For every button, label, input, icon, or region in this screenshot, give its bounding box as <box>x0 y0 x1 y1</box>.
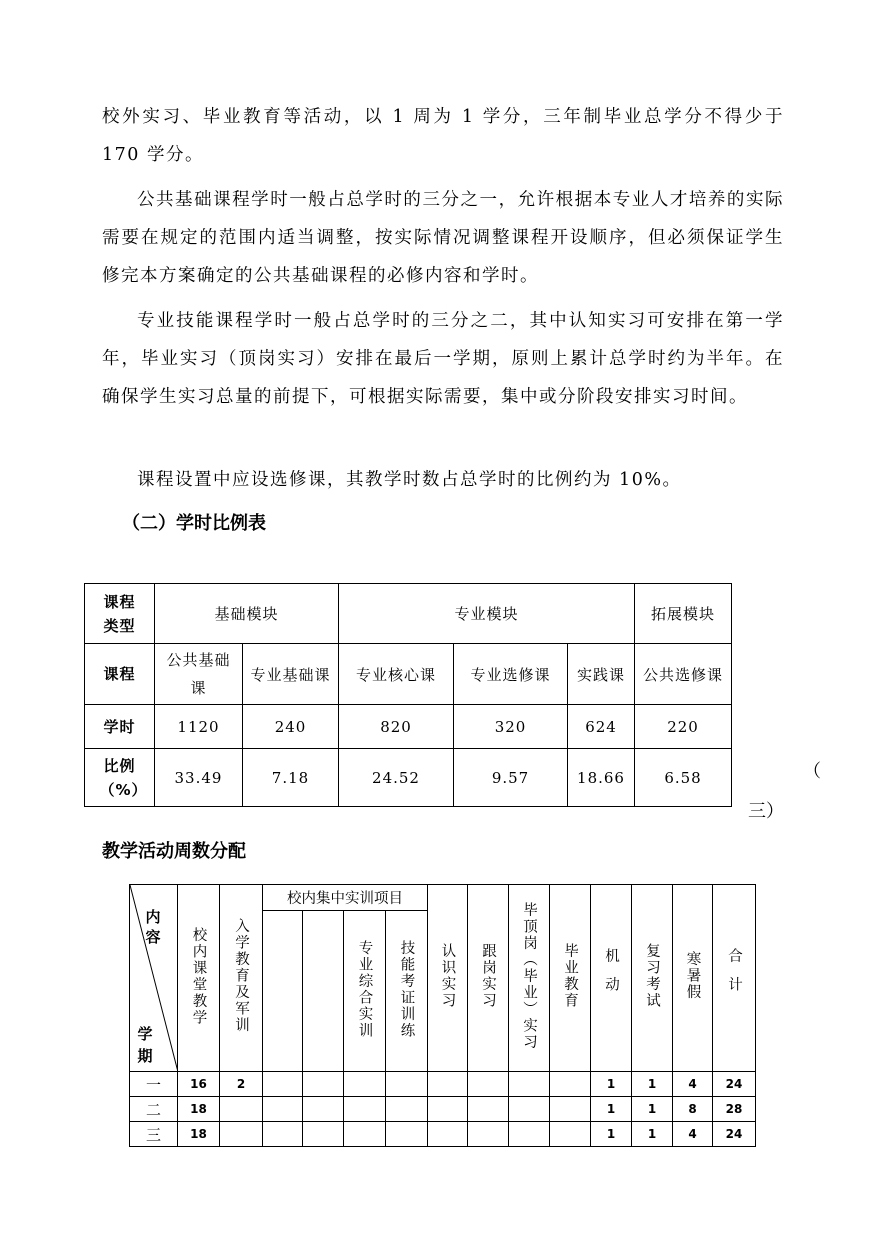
exam-cell: 1 <box>632 1072 673 1097</box>
term-cell: 二 <box>130 1097 178 1122</box>
total-cell: 24 <box>713 1072 756 1097</box>
hours-cell: 320 <box>454 705 568 749</box>
exam-cell: 1 <box>632 1122 673 1147</box>
diag-label-term: 学期 <box>137 1025 153 1065</box>
ratio-cell: 33.49 <box>155 749 243 807</box>
ratio-cell: 7.18 <box>243 749 339 807</box>
flex-cell: 1 <box>591 1097 632 1122</box>
total-cell: 28 <box>713 1097 756 1122</box>
section-heading-hours-ratio: （二）学时比例表 <box>122 513 266 534</box>
module-basic: 基础模块 <box>155 584 339 644</box>
col-header-classroom: 校内课堂教学 <box>178 885 220 1072</box>
section-number-close: 三） <box>748 801 784 822</box>
flex-cell: 1 <box>591 1122 632 1147</box>
table-row <box>85 705 732 749</box>
course-professional-elective: 专业选修课 <box>454 644 568 705</box>
ratio-cell: 6.58 <box>635 749 732 807</box>
ratio-cell: 18.66 <box>568 749 635 807</box>
ratio-cell: 9.57 <box>454 749 568 807</box>
term-cell: 一 <box>130 1072 178 1097</box>
entry-cell <box>220 1097 263 1122</box>
section-heading-weeks: 教学活动周数分配 <box>102 841 246 862</box>
table-row <box>130 1072 756 1097</box>
table-row <box>130 885 756 911</box>
module-extension: 拓展模块 <box>635 584 732 644</box>
row-label-hours: 学时 <box>85 705 155 749</box>
diagonal-header-cell <box>130 885 178 1072</box>
module-professional: 专业模块 <box>339 584 635 644</box>
course-public-basic: 公共基础课 <box>155 644 243 705</box>
row-label-course: 课程 <box>85 644 155 705</box>
exam-cell: 1 <box>632 1097 673 1122</box>
weeks-allocation-table <box>129 884 756 1147</box>
course-professional-basic: 专业基础课 <box>243 644 339 705</box>
vacation-cell: 4 <box>673 1072 713 1097</box>
section-number-open-paren: （ <box>803 761 821 782</box>
vacation-cell: 8 <box>673 1097 713 1122</box>
course-practice: 实践课 <box>568 644 635 705</box>
hours-cell: 624 <box>568 705 635 749</box>
vacation-cell: 4 <box>673 1122 713 1147</box>
classroom-cell: 18 <box>178 1097 220 1122</box>
col-header-flex: 机动 <box>591 885 632 1072</box>
table-row <box>85 749 732 807</box>
col-header-entry: 入学教育及军训 <box>220 885 263 1072</box>
col-header-vacation: 寒暑假 <box>673 885 713 1072</box>
paragraph-professional-courses: 专业技能课程学时一般占总学时的三分之二，其中认知实习可安排在第一学年，毕业实习（顶岗实习）安排在最后一学期，原则上累计总学时约为半年。在确保学生实习总量的前提下，可根据实际需要，集中或分阶段安排实习时间。 <box>102 311 784 407</box>
table-row <box>85 644 732 705</box>
hours-cell: 820 <box>339 705 454 749</box>
paragraph-public-courses: 公共基础课程学时一般占总学时的三分之一，允许根据本专业人才培养的实际需要在规定的范围内适当调整，按实际情况调整课程开设顺序，但必须保证学生修完本方案确定的公共基础课程的必修内容和学时。 <box>102 190 784 286</box>
table-row <box>130 1097 756 1122</box>
course-professional-core: 专业核心课 <box>339 644 454 705</box>
diag-label-content: 内容 <box>145 908 161 946</box>
classroom-cell: 16 <box>178 1072 220 1097</box>
flex-cell: 1 <box>591 1072 632 1097</box>
paragraph-electives: 课程设置中应设选修课，其教学时数占总学时的比例约为 10%。 <box>137 470 682 490</box>
row-label-course-type: 课程类型 <box>85 584 155 644</box>
table-row <box>130 1122 756 1147</box>
hours-ratio-table <box>84 583 732 807</box>
hours-cell: 1120 <box>155 705 243 749</box>
training-blank-cell <box>263 911 303 1072</box>
hours-cell: 220 <box>635 705 732 749</box>
classroom-cell: 18 <box>178 1122 220 1147</box>
row-label-ratio: 比例（%） <box>85 749 155 807</box>
col-header-cognition: 认识实习 <box>428 885 468 1072</box>
table-row <box>85 584 732 644</box>
entry-cell <box>220 1122 263 1147</box>
term-cell: 三 <box>130 1122 178 1147</box>
training-blank-cell <box>303 911 344 1072</box>
ratio-cell: 24.52 <box>339 749 454 807</box>
total-cell: 24 <box>713 1122 756 1147</box>
col-header-skill-cert: 技能考证训练 <box>386 911 428 1072</box>
col-header-prof-comp: 专业综合实训 <box>344 911 386 1072</box>
col-header-total: 合计 <box>713 885 756 1072</box>
paragraph-credits: 校外实习、毕业教育等活动，以 1 周为 1 学分，三年制毕业总学分不得少于 170 学分。 <box>102 107 784 165</box>
col-header-graduation: 毕业教育 <box>550 885 591 1072</box>
hours-cell: 240 <box>243 705 339 749</box>
course-public-elective: 公共选修课 <box>635 644 732 705</box>
col-header-follow: 跟岗实习 <box>468 885 509 1072</box>
col-header-exam: 复习考试 <box>632 885 673 1072</box>
col-header-training-group: 校内集中实训项目 <box>263 885 428 911</box>
entry-cell: 2 <box>220 1072 263 1097</box>
col-header-internship: 毕顶岗（毕业）实习 <box>509 885 550 1072</box>
